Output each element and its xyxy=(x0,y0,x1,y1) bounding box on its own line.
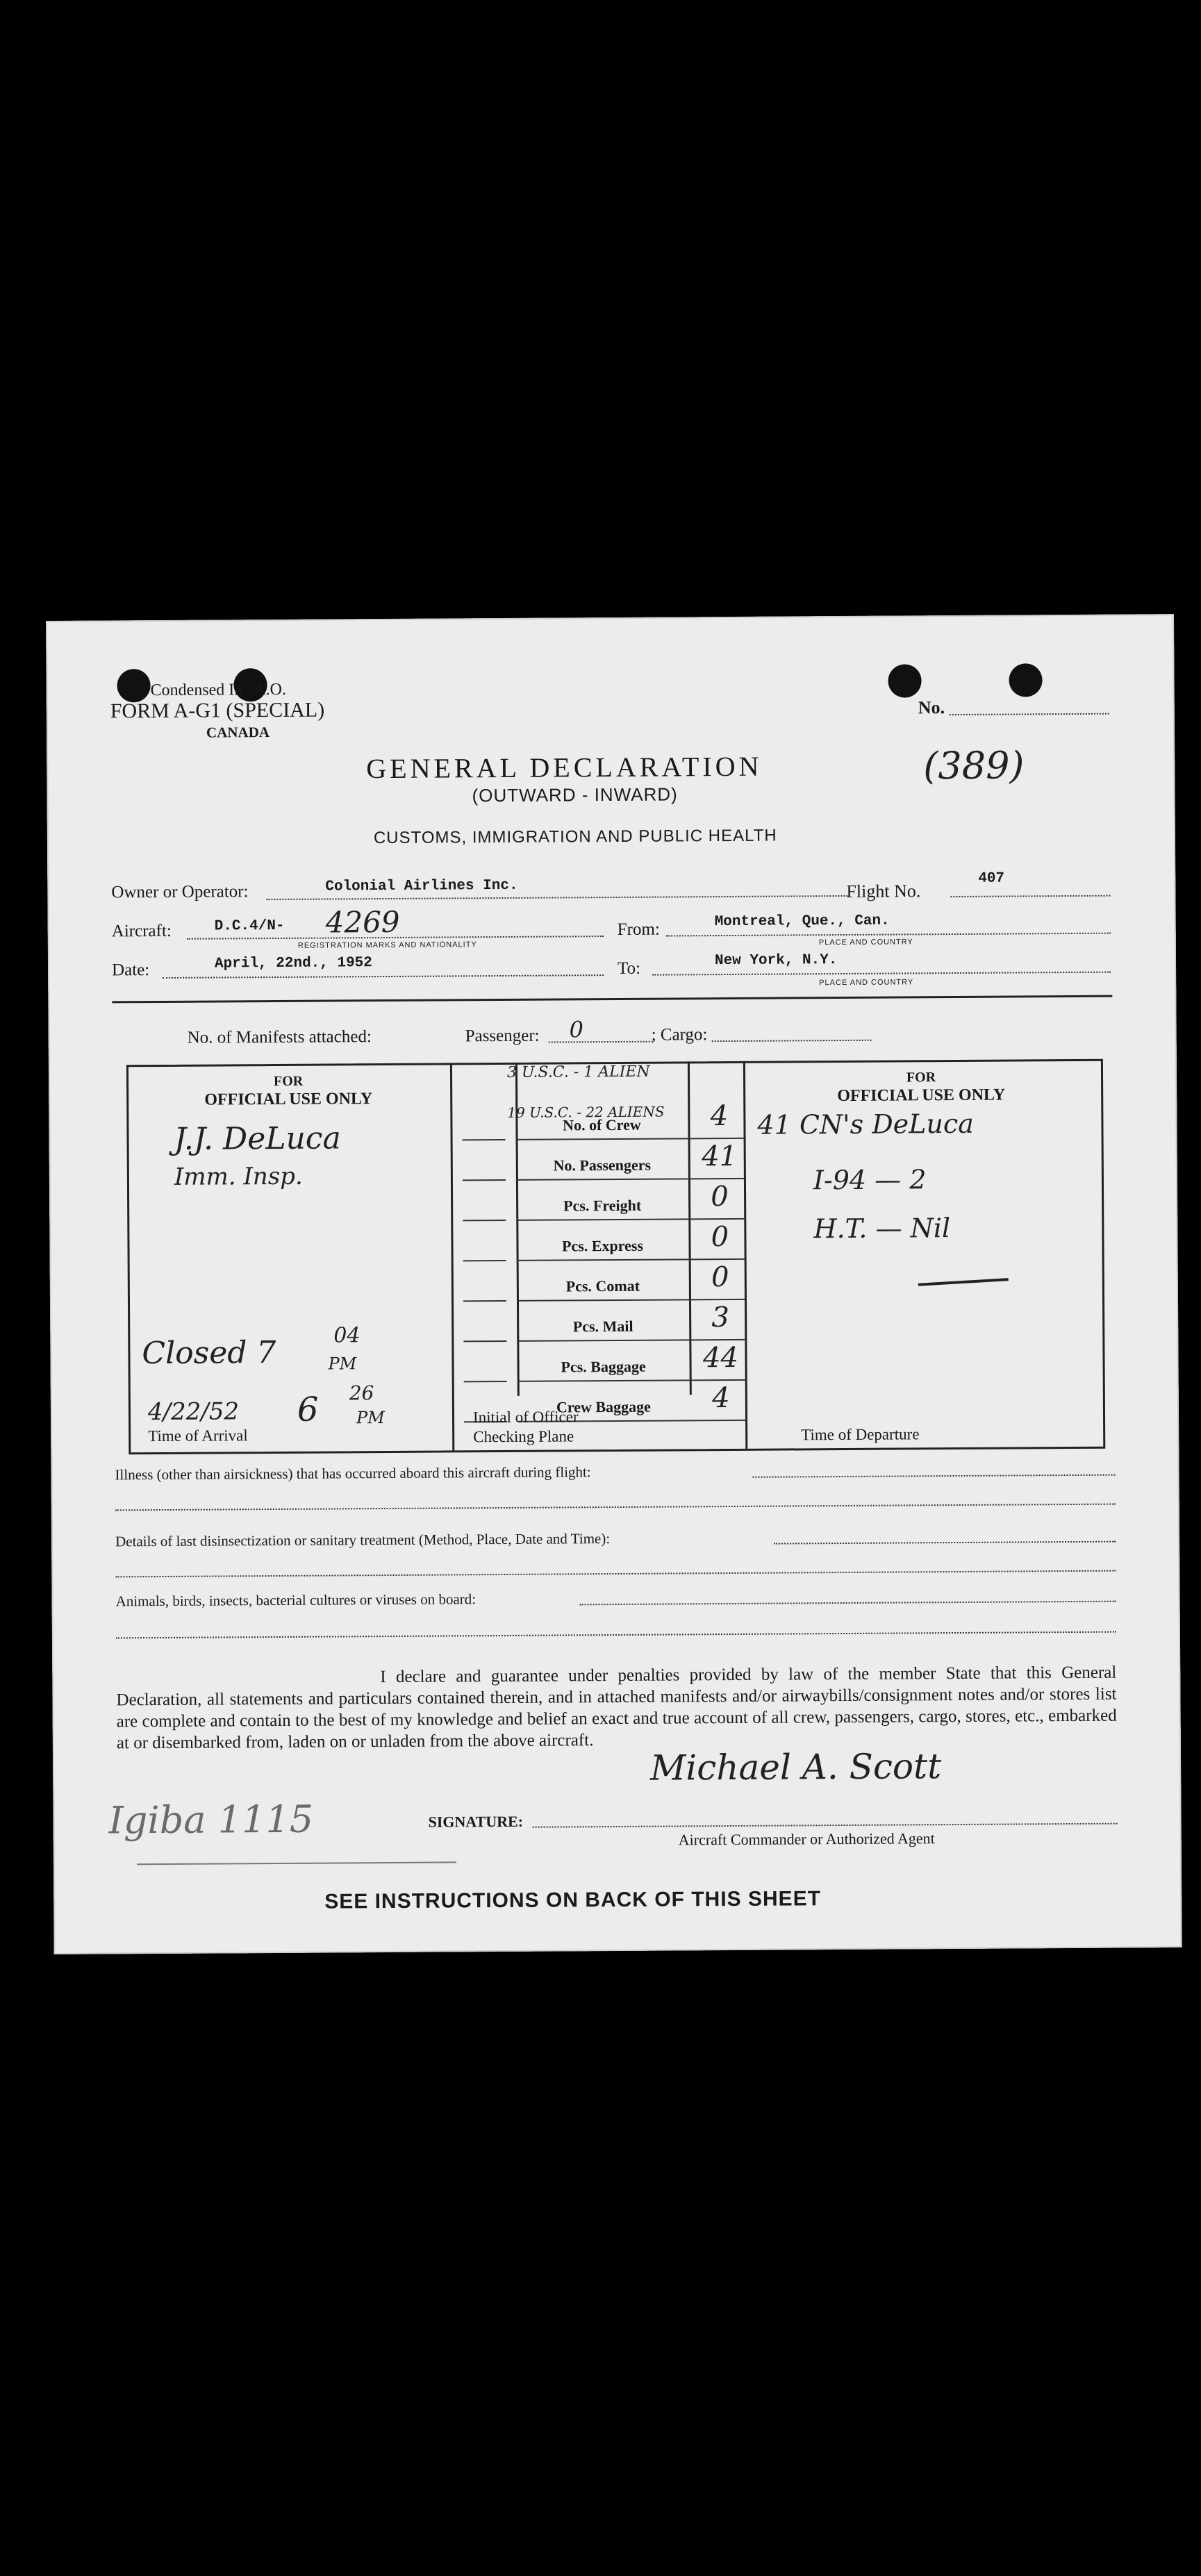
faint-handwriting: Igiba 1115 xyxy=(108,1797,314,1843)
passenger-label: Passenger: xyxy=(465,1026,540,1046)
aircraft-typed: D.C.4/N- xyxy=(214,917,285,935)
signature-sub: Aircraft Commander or Authorized Agent xyxy=(678,1829,935,1849)
date-label: Date: xyxy=(111,961,150,980)
no-label: No. xyxy=(918,697,945,718)
row-label: Pcs. Comat xyxy=(565,1277,640,1295)
row-value: 0 xyxy=(711,1221,729,1254)
row-label: No. Passengers xyxy=(553,1156,652,1174)
from-sub: PLACE AND COUNTRY xyxy=(818,938,913,947)
aircraft-label: Aircraft: xyxy=(111,921,172,941)
closed-hand: Closed 7 xyxy=(142,1334,276,1372)
aircraft-sub: REGISTRATION MARKS AND NATIONALITY xyxy=(297,940,477,950)
signature-label: SIGNATURE: xyxy=(428,1812,524,1831)
signature-hand: Michael A. Scott xyxy=(649,1746,942,1788)
divider xyxy=(112,995,1112,1004)
row-value: 0 xyxy=(711,1261,729,1294)
illness-label: Illness (other than airsickness) that has occurred aboard this aircraft during flight: xyxy=(115,1463,591,1484)
date-value: April, 22nd., 1952 xyxy=(214,955,372,972)
arrival-date-hand: 4/22/52 xyxy=(147,1397,240,1427)
from-label: From: xyxy=(617,920,660,939)
right-heading-1: FOR xyxy=(906,1070,936,1086)
crew-note: 3 U.S.C. - 1 ALIEN xyxy=(506,1063,650,1081)
passenger-value: 0 xyxy=(569,1016,584,1043)
from-value: Montreal, Que., Can. xyxy=(714,913,890,931)
row-value: 0 xyxy=(711,1181,729,1213)
to-label: To: xyxy=(617,958,641,978)
row-value: 4 xyxy=(711,1382,730,1415)
condensed-label: Condensed I.C.A.O. xyxy=(150,680,287,700)
owner-value: Colonial Airlines Inc. xyxy=(325,877,518,895)
instructions-note: SEE INSTRUCTIONS ON BACK OF THIS SHEET xyxy=(324,1887,822,1913)
left-hand-1: J.J. DeLuca xyxy=(174,1120,341,1157)
row-value: 4 xyxy=(710,1100,729,1133)
pax-note: 19 U.S.C. - 22 ALIENS xyxy=(507,1103,665,1121)
left-heading-1: FOR xyxy=(273,1073,304,1090)
right-hand-1: 41 CN's DeLuca xyxy=(757,1108,974,1140)
manifests-label: No. of Manifests attached: xyxy=(187,1027,372,1047)
right-hand-2: I-94 — 2 xyxy=(813,1164,927,1196)
right-heading-2: OFFICIAL USE ONLY xyxy=(837,1086,1006,1106)
row-label: Pcs. Freight xyxy=(563,1196,642,1215)
to-value: New York, N.Y. xyxy=(714,952,838,970)
owner-label: Owner or Operator: xyxy=(111,882,249,902)
closed-pm: PM xyxy=(328,1354,357,1374)
form-id: FORM A-G1 (SPECIAL) xyxy=(110,698,325,723)
aircraft-hand: 4269 xyxy=(325,904,400,940)
annotation-number: (389) xyxy=(923,743,1025,788)
animals-label: Animals, birds, insects, bacterial cultures or viruses on board: xyxy=(115,1590,477,1610)
page-subtitle: (OUTWARD - INWARD) xyxy=(472,783,678,806)
right-hand-3: H.T. — Nil xyxy=(813,1213,951,1245)
time-departure-label: Time of Departure xyxy=(801,1425,920,1444)
row-value: 44 xyxy=(702,1341,739,1374)
punch-hole xyxy=(1009,663,1042,697)
closed-sup: 04 xyxy=(333,1323,361,1348)
flight-value: 407 xyxy=(978,870,1005,887)
cargo-label: ; Cargo: xyxy=(651,1025,708,1045)
row-value: 41 xyxy=(702,1140,738,1173)
row-value: 3 xyxy=(711,1302,730,1334)
disinsect-label: Details of last disinsectization or sanitary treatment (Method, Place, Date and Time): xyxy=(115,1530,611,1550)
row-label: Pcs. Baggage xyxy=(561,1357,646,1376)
left-hand-2: Imm. Insp. xyxy=(174,1162,303,1191)
arrival-time-hand: 6 xyxy=(297,1390,319,1429)
row-label: Crew Baggage xyxy=(556,1397,651,1416)
punch-hole xyxy=(888,664,921,697)
row-label: Pcs. Express xyxy=(561,1236,644,1255)
to-sub: PLACE AND COUNTRY xyxy=(819,978,914,988)
initial-label-1: Initial of Officer xyxy=(472,1408,579,1427)
form-sheet xyxy=(46,614,1182,1954)
left-heading-2: OFFICIAL USE ONLY xyxy=(204,1090,373,1109)
arrival-pm: PM xyxy=(356,1408,385,1428)
declaration-statement: I declare and guarantee under penalties provided by law of the member State that this General Declaration, all statements and particulars contained therein, and in attached manifests and/or airwaybills/consignment notes and/or stores list are complete and contain to the best of my knowledge and belief an exact and true account of all crew, passengers, cargo, stores, etc., embarked at or disembarked from, laden on or unladen from the above aircraft. xyxy=(116,1663,1117,1753)
flight-label: Flight No. xyxy=(846,881,921,901)
signature-line xyxy=(533,1823,1118,1828)
row-label: Pcs. Mail xyxy=(572,1317,633,1336)
initial-label-2: Checking Plane xyxy=(473,1427,574,1446)
punch-hole xyxy=(117,669,150,702)
time-arrival-label: Time of Arrival xyxy=(148,1427,248,1445)
department-label: CUSTOMS, IMMIGRATION AND PUBLIC HEALTH xyxy=(373,826,777,848)
country-label: CANADA xyxy=(206,724,270,741)
no-line xyxy=(950,713,1109,715)
page-title: GENERAL DECLARATION xyxy=(366,750,763,785)
row-label: No. of Crew xyxy=(563,1115,641,1134)
arrival-sup: 26 xyxy=(349,1381,374,1405)
